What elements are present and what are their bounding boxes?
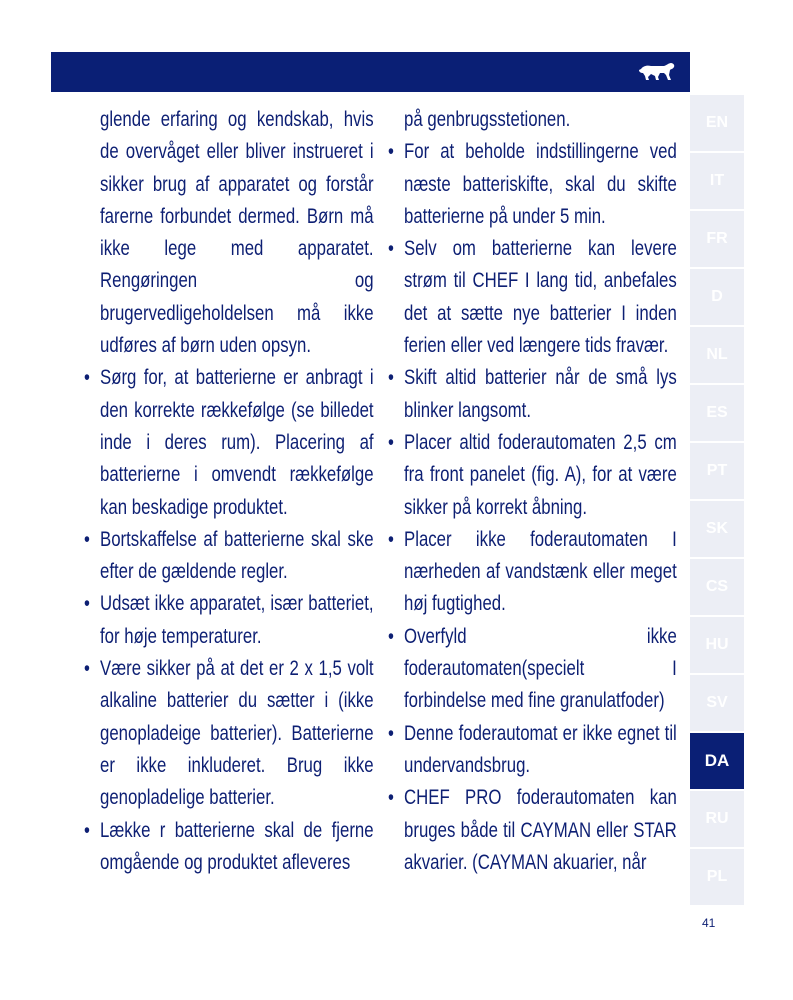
language-tab-pl[interactable]: PL	[690, 849, 744, 905]
page-number: 41	[702, 916, 716, 930]
bullet-item: • Selv om batterierne kan levere strøm til CHEF I lang tid, anbefales det at sætte nye batterier I inden ferien eller ved længere tids fravær.	[388, 233, 677, 362]
bullet-item: • Skift altid batterier når de små lys blinker langsomt.	[388, 362, 677, 427]
language-tab-da[interactable]: DA	[690, 733, 744, 789]
language-tab-fr[interactable]: FR	[690, 211, 744, 267]
right-text-column	[388, 104, 677, 879]
left-text-column	[84, 104, 374, 879]
bullet-item: • Denne foderautomat er ikke egnet til undervandsbrug.	[388, 718, 677, 783]
language-tab-nl[interactable]: NL	[690, 327, 744, 383]
language-tab-cs[interactable]: CS	[690, 559, 744, 615]
language-tab-sk[interactable]: SK	[690, 501, 744, 557]
language-tab-pt[interactable]: PT	[690, 443, 744, 499]
bullet-item: • Lække r batterierne skal de fjerne omgående og produktet afleveres	[84, 815, 374, 880]
bullet-item: • CHEF PRO foderautomaten kan bruges både til CAYMAN eller STAR akvarier. (CAYMAN akuarier, når	[388, 782, 677, 879]
bullet-item: • Sørg for, at batterierne er anbragt i den korrekte rækkefølge (se billedet inde i deres rum). Placering af batterierne i omvendt rækkefølge kan beskadige produktet.	[84, 362, 374, 523]
language-tab-sv[interactable]: SV	[690, 675, 744, 731]
language-tab-ru[interactable]: RU	[690, 791, 744, 847]
language-tab-it[interactable]: IT	[690, 153, 744, 209]
bullet-item: • Være sikker på at det er 2 x 1,5 volt alkaline batterier du sætter i (ikke genopladeige batterier). Batterierne er ikke inkluderet. Brug ikke genopladelige batterier.	[84, 653, 374, 814]
bullet-item: • Bortskaffelse af batterierne skal ske efter de gældende regler.	[84, 524, 374, 589]
bullet-item: • Overfyld ikke foderautomaten(specielt I forbindelse med fine granulatfoder)	[388, 621, 677, 718]
language-tab-es[interactable]: ES	[690, 385, 744, 441]
language-tab-en[interactable]: EN	[690, 95, 744, 151]
language-tabs	[690, 95, 744, 907]
language-tab-d[interactable]: D	[690, 269, 744, 325]
paragraph-continuation: på genbrugsstetionen.	[404, 108, 571, 131]
panther-logo-icon	[638, 61, 676, 83]
language-tab-hu[interactable]: HU	[690, 617, 744, 673]
bullet-item: • Placer ikke foderautomaten I nærheden af vandstænk eller meget høj fugtighed.	[388, 524, 677, 621]
paragraph-continuation: glende erfaring og kendskab, hvis de overvåget eller bliver instrueret i sikker brug af apparatet og forstår farerne forbundet dermed. Børn må ikke lege med apparatet. Rengøringen og brugervedligeholdelsen må ikke udføres af børn uden opsyn.	[100, 108, 374, 358]
bullet-item: • Placer altid foderautomaten 2,5 cm fra front panelet (fig. A), for at være sikker på korrekt åbning.	[388, 427, 677, 524]
header-bar	[51, 52, 690, 92]
bullet-item: • For at beholde indstillingerne ved næste batteriskifte, skal du skifte batterierne på under 5 min.	[388, 136, 677, 233]
bullet-item: • Udsæt ikke apparatet, især batteriet, for høje temperaturer.	[84, 588, 374, 653]
